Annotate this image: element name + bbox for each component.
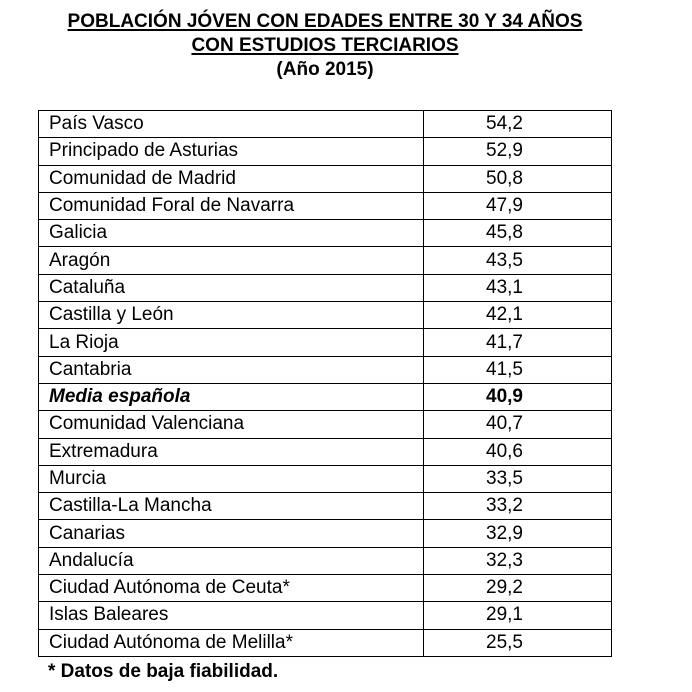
region-cell: Andalucía	[39, 547, 424, 574]
value-cell: 40,7	[424, 411, 612, 438]
table-row	[39, 111, 612, 138]
value-cell: 45,8	[424, 220, 612, 247]
table-row	[39, 547, 612, 574]
region-cell: Ciudad Autónoma de Ceuta*	[39, 575, 424, 602]
value-cell: 43,5	[424, 247, 612, 274]
value-cell: 33,2	[424, 493, 612, 520]
table-row	[39, 220, 612, 247]
table-row	[39, 247, 612, 274]
table-row	[39, 411, 612, 438]
title-line-1-text: POBLACIÓN JÓVEN CON EDADES ENTRE 30 Y 34 AÑOS	[67, 11, 583, 32]
value-cell: 32,9	[424, 520, 612, 547]
value-cell: 41,5	[424, 356, 612, 383]
value-cell: 43,1	[424, 274, 612, 301]
region-cell: Castilla-La Mancha	[39, 493, 424, 520]
title-line-2	[0, 34, 650, 58]
region-cell: Ciudad Autónoma de Melilla*	[39, 629, 424, 656]
value-cell: 54,2	[424, 111, 612, 138]
title-block	[0, 10, 650, 82]
value-cell-average: 40,9	[424, 383, 612, 410]
value-cell: 29,2	[424, 575, 612, 602]
region-cell: Cantabria	[39, 356, 424, 383]
region-cell: País Vasco	[39, 111, 424, 138]
value-cell: 33,5	[424, 465, 612, 492]
table-row	[39, 493, 612, 520]
table-row	[39, 575, 612, 602]
region-cell-average: Media española	[39, 383, 424, 410]
region-cell: Castilla y León	[39, 302, 424, 329]
region-cell: Comunidad de Madrid	[39, 165, 424, 192]
value-cell: 32,3	[424, 547, 612, 574]
region-cell: Cataluña	[39, 274, 424, 301]
region-cell: Extremadura	[39, 438, 424, 465]
table-row	[39, 465, 612, 492]
table-row	[39, 520, 612, 547]
table-row	[39, 629, 612, 656]
table-row	[39, 329, 612, 356]
table-row	[39, 274, 612, 301]
table-row	[39, 165, 612, 192]
title-line-2-text: CON ESTUDIOS TERCIARIOS	[191, 35, 459, 56]
table-row	[39, 602, 612, 629]
region-cell: Comunidad Foral de Navarra	[39, 192, 424, 219]
table-row	[39, 356, 612, 383]
value-cell: 50,8	[424, 165, 612, 192]
region-cell: Aragón	[39, 247, 424, 274]
table-row-average	[39, 383, 612, 410]
table-row	[39, 138, 612, 165]
data-table	[38, 110, 612, 657]
table-row	[39, 192, 612, 219]
region-cell: Principado de Asturias	[39, 138, 424, 165]
value-cell: 29,1	[424, 602, 612, 629]
region-cell: Comunidad Valenciana	[39, 411, 424, 438]
region-cell: Galicia	[39, 220, 424, 247]
footnote: * Datos de baja fiabilidad.	[48, 661, 279, 682]
value-cell: 42,1	[424, 302, 612, 329]
value-cell: 52,9	[424, 138, 612, 165]
value-cell: 41,7	[424, 329, 612, 356]
value-cell: 40,6	[424, 438, 612, 465]
region-cell: La Rioja	[39, 329, 424, 356]
table-body	[39, 111, 612, 657]
region-cell: Islas Baleares	[39, 602, 424, 629]
region-cell: Murcia	[39, 465, 424, 492]
title-year: (Año 2015)	[276, 59, 374, 80]
table-row	[39, 438, 612, 465]
value-cell: 25,5	[424, 629, 612, 656]
title-line-1	[0, 10, 650, 34]
table-row	[39, 302, 612, 329]
value-cell: 47,9	[424, 192, 612, 219]
region-cell: Canarias	[39, 520, 424, 547]
